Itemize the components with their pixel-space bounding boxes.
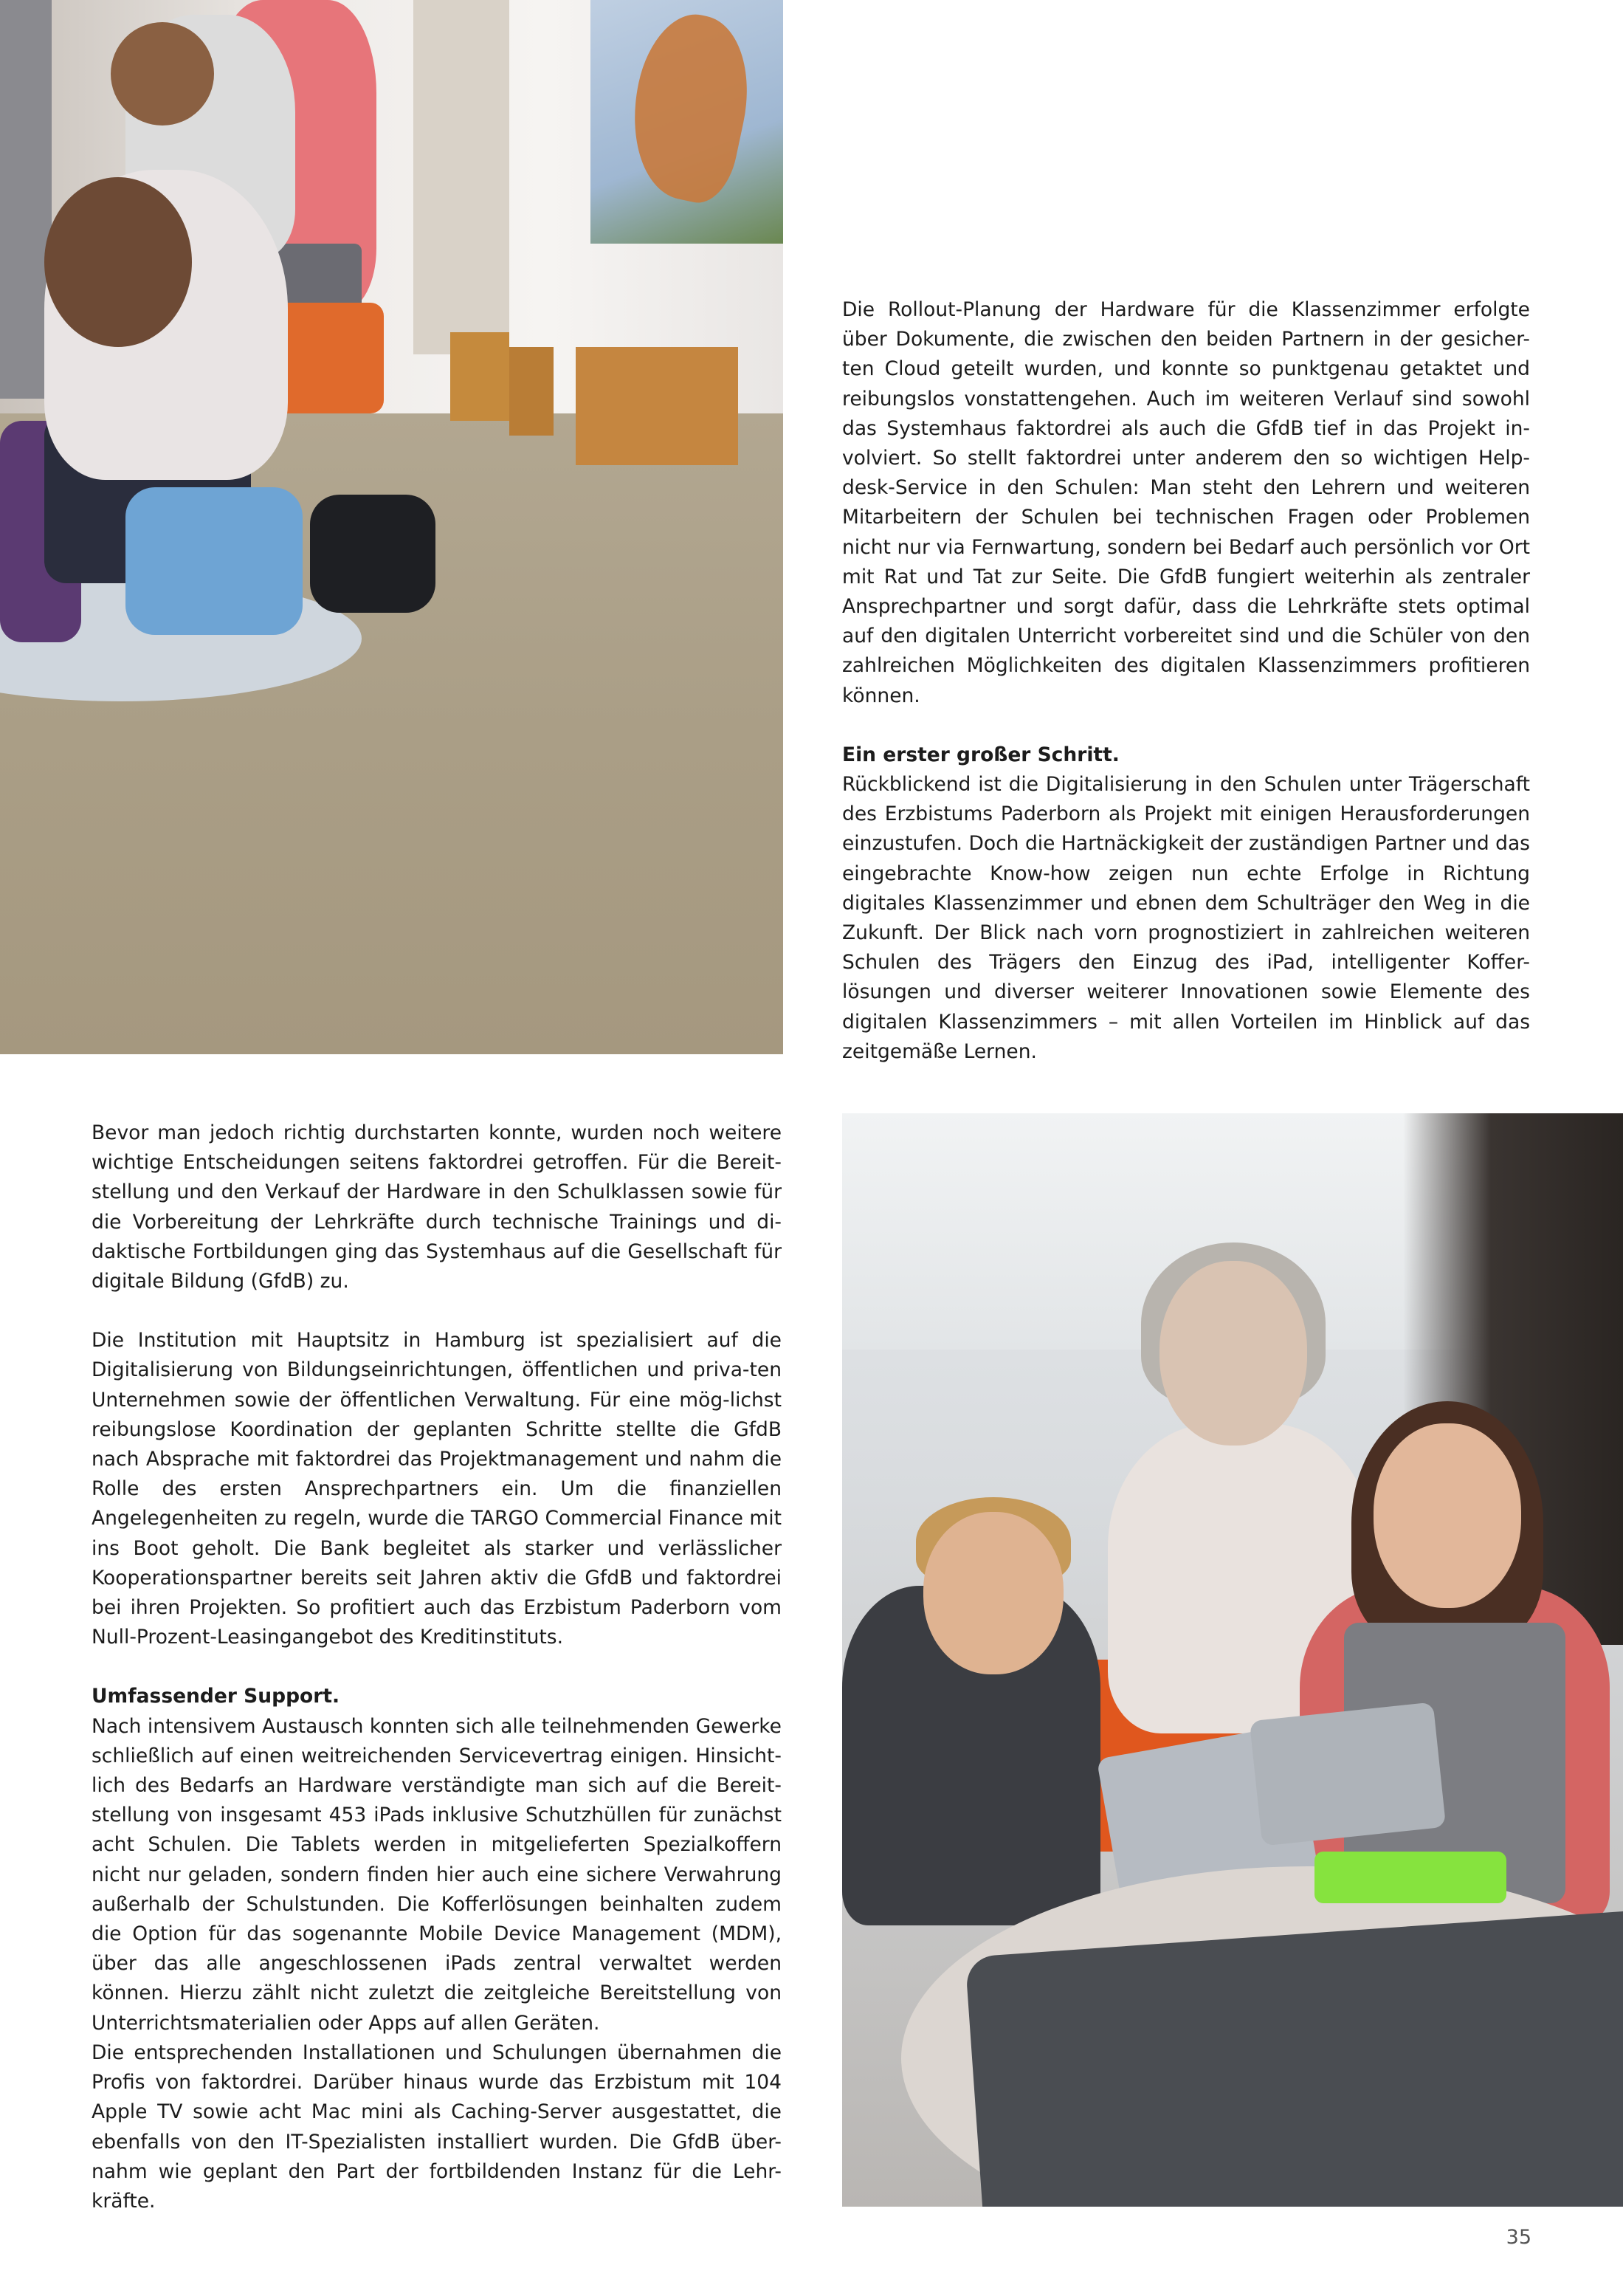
blue-stool (125, 487, 303, 635)
paragraph-rueckblickend: Rückblickend ist die Digitalisierung in den Schulen unter Trägerschaft des Erzbistums Paderborn als Projekt mit einigen Herausforderungen einzustufen. Doch die Hartnäckigkeit der zuständigen Partner und das eingebrachte Know-how zeigen nun echte Erfolge in Richtung digitales Klassenzimmer und ebnen dem Schulträger den Weg in die Zukunft. Der Blick nach vorn prognostiziert in zahlreichen weiteren Schulen des Trägers den Einzug des iPad, intelligenter Koffer-lösungen und diverser weiterer Innovationen sowie Elemente des digitalen Klassenzimmers – mit allen Vorteilen im Hinblick auf das zeitgemäße Lernen. (842, 773, 1530, 1063)
paragraph-installationen: Die entsprechenden Installationen und Schulungen übernahmen die Profis von faktordrei. Darüber hinaus wurde das Erzbistum mit 104 Apple TV sowie acht Mac mini als Caching-Server ausgestattet, die ebenfalls von den IT-Spezialisten installiert wurden. Die GfdB über-nahm wie geplant den Part der fortbildenden Instanz für die Lehr-kräfte. (92, 2041, 782, 2213)
paragraph-servicevertrag: Nach intensivem Austausch konnten sich alle teilnehmenden Gewerke schließlich auf einen weitreichenden Servicevertrag einigen. Hinsicht-lich des Bedarfs an Hardware verständigte man sich auf die Bereit-stellung von insgesamt 453 iPads inklusive Schutzhüllen für zunächst acht Schulen. Die Tablets werden in mitgelieferten Spezialkoffern nicht nur geladen, sondern finden hier auch eine sichere Verwahrung außerhalb der Schulstunden. Die Kofferlösungen beinhalten zudem die Option für das sogenannte Mobile Device Management (MDM), über das alle angeschlossenen iPads zentral verwaltet werden können. Hierzu zählt nicht zuletzt die zeitgleiche Bereitstellung von Unterrichtsmaterialien oder Apps auf allen Geräten. (92, 1714, 782, 2035)
black-bag (310, 495, 435, 613)
text-column-left (92, 1118, 782, 2216)
text-column-right (842, 295, 1530, 1067)
paragraph-institution: Die Institution mit Hauptsitz in Hamburg ist spezialisiert auf die Digitalisierung von Bildungseinrichtungen, öffentlichen und priva-ten Unternehmen sowie der öffentlichen Verwaltung. Für eine mög-lichst reibungslose Koordination der geplanten Schritte stellte die GfdB nach Absprache mit faktordrei das Projektmanagement und nahm die Rolle des ersten Ansprechpartners ein. Um die finanziellen Angelegenheiten zu regeln, wurde die TARGO Commercial Finance mit ins Boot geholt. Die Bank begleitet als starker und verlässlicher Kooperationspartner bereits seit Jahren aktiv die GfdB und faktordrei bei ihren Projekten. So profitiert auch das Erzbistum Paderborn vom Null-Prozent-Leasingangebot des Kreditinstituts. (92, 1329, 782, 1649)
photo-library-children (0, 0, 783, 1054)
paragraph-bevor-man: Bevor man jedoch richtig durchstarten konnte, wurden noch weitere wichtige Entscheidungen seitens faktordrei getroffen. Für die Bereit-stellung und den Verkauf der Hardware in den Schulklassen sowie für die Vorbereitung der Lehrkräfte durch technische Trainings und di-daktische Fortbildungen ging das Systemhaus auf die Gesellschaft für digitale Bildung (GfdB) zu. (92, 1121, 782, 1293)
heading-ein-erster-grosser-schritt: Ein erster großer Schritt. (842, 743, 1120, 766)
girl-figure (1374, 1423, 1521, 1608)
photo-classroom-ipads (842, 1113, 1623, 2207)
boy-figure (923, 1512, 1064, 1674)
heading-umfassender-support: Umfassender Support. (92, 1685, 340, 1708)
ipad-tablet (1250, 1702, 1446, 1846)
teacher-figure (1159, 1261, 1307, 1446)
ipad-foreground (965, 1909, 1623, 2207)
green-box (1314, 1852, 1506, 1903)
page-number: 35 (1506, 2226, 1531, 2249)
paragraph-rollout: Die Rollout-Planung der Hardware für die Klassenzimmer erfolgte über Dokumente, die zwischen den beiden Partnern in der gesicher-ten Cloud geteilt wurden, und konnte so punktgenau getaktet und reibungslos vonstattengehen. Auch im weiteren Verlauf sind sowohl das Systemhaus faktordrei als auch die GfdB tief in das Projekt in-volviert. So stellt faktordrei unter anderem den so wichtigen Help-desk-Service in den Schulen: Man steht den Lehrern und weiteren Mitarbeitern der Schulen bei technischen Fragen oder Problemen nicht nur via Fernwartung, sondern bei Bedarf auch persönlich vor Ort mit Rat und Tat zur Seite. Die GfdB fungiert weiterhin als zentraler Ansprechpartner und sorgt dafür, dass die Lehrkräfte stets optimal auf den digitalen Unterricht vorbereitet sind und die Schüler von den zahlreichen Möglichkeiten des digitalen Klassenzimmers profitieren können. (842, 298, 1530, 707)
